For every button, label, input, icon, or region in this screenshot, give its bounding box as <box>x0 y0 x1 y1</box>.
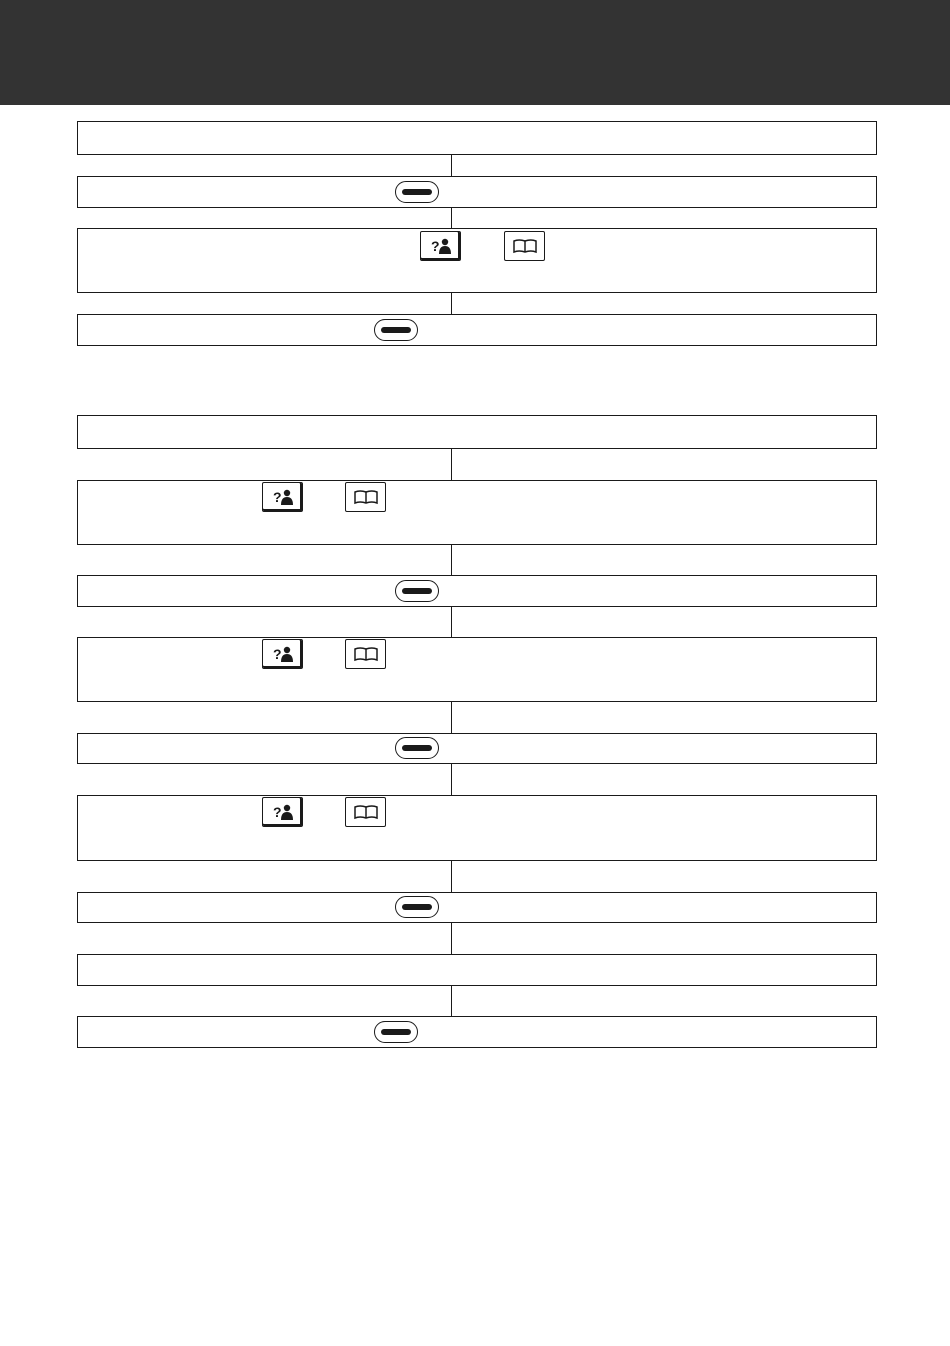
dictionary-key-icon <box>345 639 386 669</box>
flow-connector <box>451 545 452 575</box>
flow-bottom-step-7 <box>77 892 877 923</box>
flow-connector <box>451 449 452 480</box>
flow-top-step-3 <box>77 228 877 293</box>
flow-bottom-step-4 <box>77 637 877 702</box>
svg-text:?: ? <box>430 238 440 254</box>
flow-bottom-step-9 <box>77 1016 877 1048</box>
enter-key-icon <box>374 319 418 341</box>
flow-bottom-step-1 <box>77 415 877 449</box>
enter-key-icon <box>395 181 439 203</box>
flow-connector <box>451 607 452 637</box>
dictionary-key-icon <box>345 797 386 827</box>
flow-bottom-step-5 <box>77 733 877 764</box>
flow-connector <box>451 208 452 228</box>
flow-connector <box>451 986 452 1016</box>
flow-connector <box>451 764 452 795</box>
flow-connector <box>451 861 452 892</box>
flow-connector <box>451 155 452 176</box>
flow-bottom-step-6 <box>77 795 877 861</box>
help-key-icon <box>262 482 303 512</box>
flow-top-step-2 <box>77 176 877 208</box>
svg-text:?: ? <box>272 646 282 662</box>
flow-bottom-step-3 <box>77 575 877 607</box>
flow-top-step-1 <box>77 121 877 155</box>
flow-connector <box>451 923 452 954</box>
help-key-icon <box>420 231 461 261</box>
enter-key-icon <box>374 1021 418 1043</box>
flow-connector <box>451 702 452 733</box>
flow-connector <box>451 293 452 314</box>
page-header-band <box>0 0 950 105</box>
svg-text:?: ? <box>272 489 282 505</box>
flow-top-step-4 <box>77 314 877 346</box>
enter-key-icon <box>395 580 439 602</box>
dictionary-key-icon <box>345 482 386 512</box>
flow-bottom-step-2 <box>77 480 877 545</box>
dictionary-key-icon <box>504 231 545 261</box>
enter-key-icon <box>395 896 439 918</box>
help-key-icon <box>262 797 303 827</box>
help-key-icon <box>262 639 303 669</box>
svg-text:?: ? <box>272 804 282 820</box>
enter-key-icon <box>395 737 439 759</box>
flow-bottom-step-8 <box>77 954 877 986</box>
